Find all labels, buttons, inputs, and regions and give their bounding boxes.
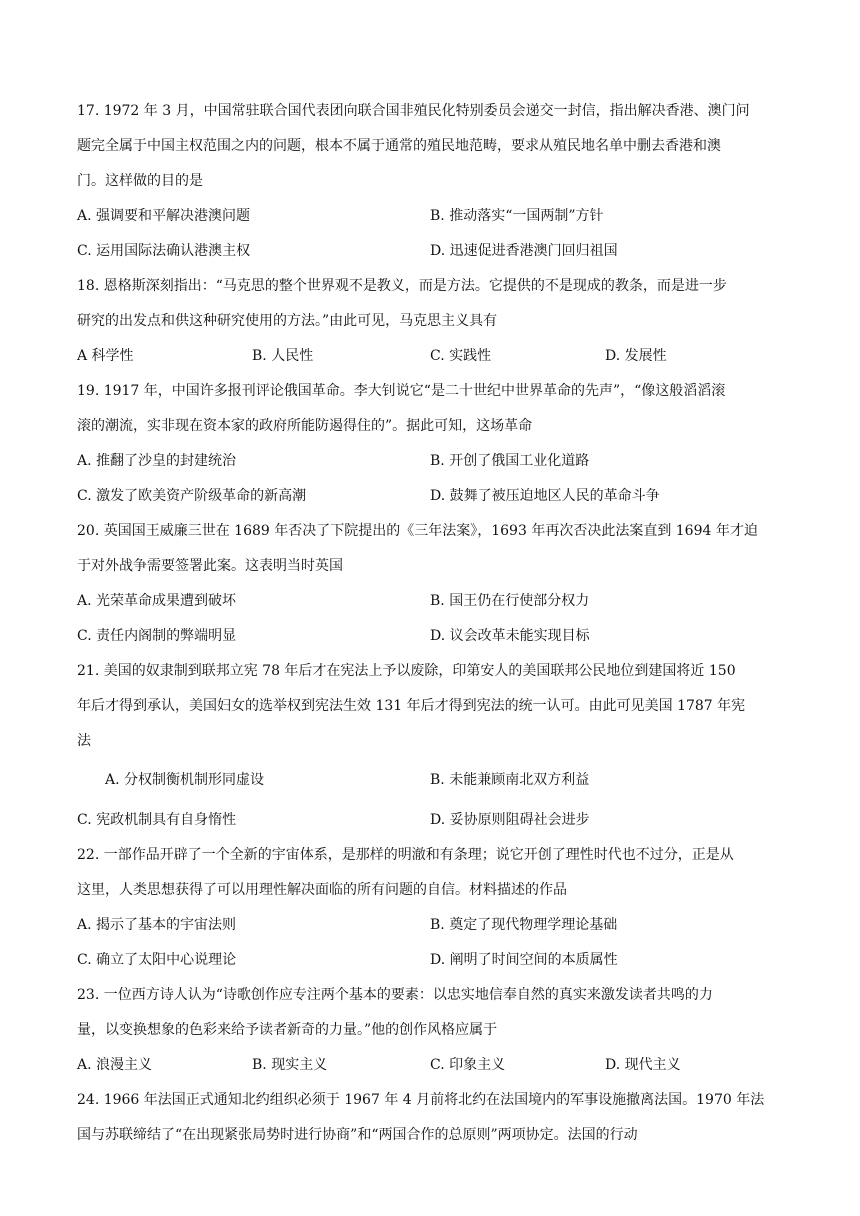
question-stem: 于对外战争需要签署此案。这表明当时英国 (77, 558, 343, 574)
option-a: A. 浪漫主义 (77, 1057, 153, 1073)
option-d: D. 妥协原则阻碍社会进步 (430, 812, 590, 828)
option-b: B. 未能兼顾南北双方利益 (430, 772, 590, 788)
question-stem: 22. 一部作品开辟了一个全新的宇宙体系，是那样的明澈和有条理；说它开创了理性时代也不过分，正是从 (77, 847, 734, 863)
option-a: A. 光荣革命成果遭到破坏 (77, 593, 237, 609)
option-c: C. 激发了欧美资产阶级革命的新高潮 (77, 488, 307, 504)
question-stem: 19. 1917 年，中国许多报刊评论俄国革命。李大钊说它“是二十世纪中世界革命的先声”，“像这般滔滔滚 (77, 383, 726, 399)
option-c: C. 宪政机制具有自身惰性 (77, 812, 237, 828)
question-stem: 18. 恩格斯深刻指出：“马克思的整个世界观不是教义，而是方法。它提供的不是现成的教条，而是进一步 (77, 278, 727, 294)
option-a: A 科学性 (77, 348, 134, 364)
option-b: B. 奠定了现代物理学理论基础 (430, 917, 618, 933)
option-c: C. 实践性 (430, 348, 492, 364)
option-d: D. 迅速促进香港澳门回归祖国 (430, 243, 618, 259)
question-stem: 门。这样做的目的是 (77, 173, 203, 189)
question-stem: 题完全属于中国主权范围之内的问题，根本不属于通常的殖民地范畴，要求从殖民地名单中删去香港和澳 (77, 138, 721, 154)
option-a: A. 揭示了基本的宇宙法则 (77, 917, 237, 933)
option-a: A. 分权制衡机制形同虚设 (105, 772, 265, 788)
question-stem: 年后才得到承认，美国妇女的选举权到宪法生效 131 年后才得到宪法的统一认可。由此可见美国 1787 年宪 (77, 698, 746, 714)
question-stem: 法 (77, 733, 91, 749)
option-d: D. 议会改革未能实现目标 (430, 628, 590, 644)
question-stem: 滚的潮流，实非现在资本家的政府所能防遏得住的”。据此可知，这场革命 (77, 418, 533, 434)
option-b: B. 开创了俄国工业化道路 (430, 453, 590, 469)
question-stem: 这里，人类思想获得了可以用理性解决面临的所有问题的自信。材料描述的作品 (77, 882, 567, 898)
question-stem: 20. 英国国王威廉三世在 1689 年否决了下院提出的《三年法案》，1693 年再次否决此法案直到 1694 年才迫 (77, 523, 758, 539)
question-stem: 研究的出发点和供这种研究使用的方法。”由此可见，马克思主义具有 (77, 313, 498, 329)
option-a: A. 强调要和平解决港澳问题 (77, 208, 251, 224)
option-d: D. 阐明了时间空间的本质属性 (430, 952, 618, 968)
option-a: A. 推翻了沙皇的封建统治 (77, 453, 237, 469)
question-stem: 21. 美国的奴隶制到联邦立宪 78 年后才在宪法上予以废除，印第安人的美国联邦公民地位到建国将近 150 (77, 663, 736, 679)
option-b: B. 现实主义 (252, 1057, 328, 1073)
question-stem: 国与苏联缔结了“在出现紧张局势时进行协商”和“两国合作的总原则”两项协定。法国的行动 (77, 1127, 638, 1143)
option-c: C. 责任内阁制的弊端明显 (77, 628, 237, 644)
question-stem: 量，以变换想象的色彩来给予读者新奇的力量。”他的创作风格应属于 (77, 1022, 498, 1038)
question-stem: 24. 1966 年法国正式通知北约组织必须于 1967 年 4 月前将北约在法国境内的军事设施撤离法国。1970 年法 (77, 1092, 765, 1108)
option-b: B. 人民性 (252, 348, 314, 364)
option-b: B. 国王仍在行使部分权力 (430, 593, 590, 609)
option-b: B. 推动落实“一国两制”方针 (430, 208, 604, 224)
option-c: C. 确立了太阳中心说理论 (77, 952, 237, 968)
question-stem: 23. 一位西方诗人认为“诗歌创作应专注两个基本的要素：以忠实地信奉自然的真实来激发读者共鸣的力 (77, 987, 713, 1003)
option-d: D. 发展性 (605, 348, 667, 364)
option-d: D. 现代主义 (605, 1057, 681, 1073)
option-c: C. 运用国际法确认港澳主权 (77, 243, 251, 259)
option-d: D. 鼓舞了被压迫地区人民的革命斗争 (430, 488, 660, 504)
option-c: C. 印象主义 (430, 1057, 506, 1073)
question-stem: 17. 1972 年 3 月，中国常驻联合国代表团向联合国非殖民化特别委员会递交一封信，指出解决香港、澳门问 (77, 103, 750, 119)
